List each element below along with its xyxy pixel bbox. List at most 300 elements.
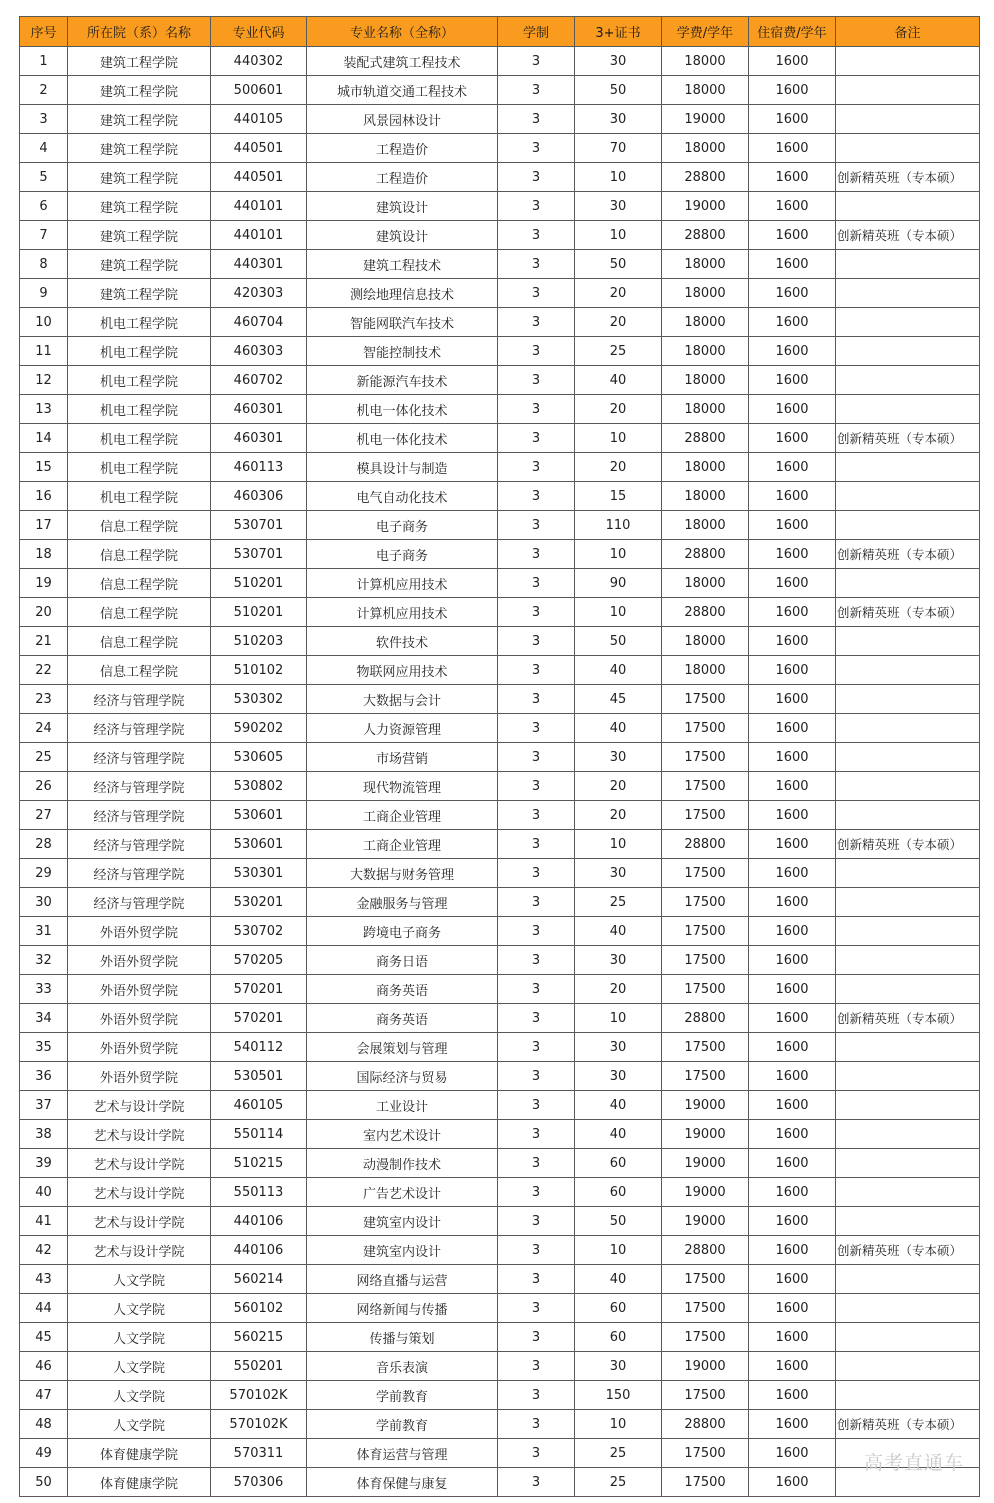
table-row [20,1410,980,1439]
cell-col-quota: 10 [575,830,662,859]
table-row [20,946,980,975]
cell-col-quota: 45 [575,685,662,714]
table-row [20,743,980,772]
cell-col-dorm-fee: 1600 [749,482,836,511]
cell-col-dorm-fee: 1600 [749,1236,836,1265]
cell-col-tuition: 17500 [662,975,749,1004]
cell-col-remarks [836,453,980,482]
cell-col-remarks [836,656,980,685]
cell-col-major-code: 420303 [211,279,307,308]
cell-col-duration: 3 [498,1265,575,1294]
cell-col-duration: 3 [498,685,575,714]
cell-col-index: 41 [20,1207,68,1236]
cell-col-index: 33 [20,975,68,1004]
cell-col-tuition: 28800 [662,830,749,859]
cell-col-department: 机电工程学院 [68,366,211,395]
cell-col-major-name: 市场营销 [307,743,498,772]
cell-col-quota: 30 [575,1352,662,1381]
cell-col-dorm-fee: 1600 [749,337,836,366]
table-row [20,1120,980,1149]
table-row [20,859,980,888]
cell-col-quota: 10 [575,1004,662,1033]
cell-col-remarks [836,859,980,888]
cell-col-index: 30 [20,888,68,917]
cell-col-dorm-fee: 1600 [749,1091,836,1120]
cell-col-tuition: 28800 [662,221,749,250]
cell-col-department: 机电工程学院 [68,337,211,366]
cell-col-duration: 3 [498,656,575,685]
table-row [20,569,980,598]
cell-col-major-name: 建筑设计 [307,192,498,221]
cell-col-major-name: 大数据与财务管理 [307,859,498,888]
cell-col-index: 12 [20,366,68,395]
cell-col-duration: 3 [498,134,575,163]
cell-col-major-code: 530302 [211,685,307,714]
cell-col-remarks [836,888,980,917]
cell-col-department: 建筑工程学院 [68,105,211,134]
cell-col-duration: 3 [498,743,575,772]
cell-col-major-code: 570311 [211,1439,307,1468]
cell-col-quota: 40 [575,714,662,743]
cell-col-remarks: 创新精英班（专本硕） [836,598,980,627]
cell-col-dorm-fee: 1600 [749,1352,836,1381]
cell-col-index: 1 [20,47,68,76]
cell-col-dorm-fee: 1600 [749,1381,836,1410]
cell-col-department: 艺术与设计学院 [68,1120,211,1149]
cell-col-index: 7 [20,221,68,250]
table-row [20,1468,980,1497]
cell-col-duration: 3 [498,1091,575,1120]
cell-col-index: 21 [20,627,68,656]
cell-col-tuition: 28800 [662,1004,749,1033]
cell-col-tuition: 18000 [662,366,749,395]
cell-col-duration: 3 [498,279,575,308]
cell-col-major-code: 510203 [211,627,307,656]
cell-col-dorm-fee: 1600 [749,163,836,192]
cell-col-dorm-fee: 1600 [749,830,836,859]
cell-col-duration: 3 [498,1033,575,1062]
cell-col-quota: 50 [575,76,662,105]
cell-col-tuition: 17500 [662,1265,749,1294]
cell-col-quota: 20 [575,772,662,801]
header-col-dorm-fee: 住宿费/学年 [749,17,836,47]
cell-col-major-code: 530702 [211,917,307,946]
cell-col-department: 人文学院 [68,1265,211,1294]
cell-col-index: 16 [20,482,68,511]
cell-col-duration: 3 [498,192,575,221]
cell-col-remarks [836,1062,980,1091]
cell-col-remarks [836,250,980,279]
cell-col-index: 44 [20,1294,68,1323]
cell-col-department: 艺术与设计学院 [68,1091,211,1120]
cell-col-remarks [836,1149,980,1178]
cell-col-major-name: 建筑室内设计 [307,1207,498,1236]
cell-col-department: 经济与管理学院 [68,743,211,772]
cell-col-index: 42 [20,1236,68,1265]
cell-col-index: 24 [20,714,68,743]
cell-col-duration: 3 [498,1178,575,1207]
cell-col-major-code: 560102 [211,1294,307,1323]
cell-col-department: 艺术与设计学院 [68,1178,211,1207]
cell-col-duration: 3 [498,1207,575,1236]
cell-col-remarks [836,1294,980,1323]
header-col-index: 序号 [20,17,68,47]
cell-col-major-name: 建筑室内设计 [307,1236,498,1265]
cell-col-quota: 30 [575,1033,662,1062]
cell-col-index: 25 [20,743,68,772]
majors-table [19,16,980,1497]
cell-col-quota: 20 [575,308,662,337]
cell-col-major-name: 体育保健与康复 [307,1468,498,1497]
cell-col-index: 47 [20,1381,68,1410]
cell-col-major-name: 机电一体化技术 [307,395,498,424]
cell-col-major-code: 530301 [211,859,307,888]
cell-col-index: 18 [20,540,68,569]
cell-col-department: 体育健康学院 [68,1468,211,1497]
table-row [20,1294,980,1323]
cell-col-remarks [836,1207,980,1236]
table-row [20,163,980,192]
table-row [20,1149,980,1178]
cell-col-duration: 3 [498,337,575,366]
cell-col-duration: 3 [498,366,575,395]
cell-col-duration: 3 [498,1468,575,1497]
cell-col-major-code: 550114 [211,1120,307,1149]
cell-col-duration: 3 [498,540,575,569]
cell-col-department: 体育健康学院 [68,1439,211,1468]
cell-col-quota: 25 [575,1468,662,1497]
cell-col-duration: 3 [498,627,575,656]
cell-col-duration: 3 [498,830,575,859]
cell-col-remarks [836,772,980,801]
cell-col-major-code: 570201 [211,1004,307,1033]
cell-col-quota: 40 [575,1265,662,1294]
table-row [20,975,980,1004]
cell-col-tuition: 18000 [662,627,749,656]
cell-col-duration: 3 [498,975,575,1004]
cell-col-major-code: 460105 [211,1091,307,1120]
table-row [20,453,980,482]
table-row [20,1265,980,1294]
cell-col-quota: 40 [575,1120,662,1149]
cell-col-major-name: 城市轨道交通工程技术 [307,76,498,105]
cell-col-index: 32 [20,946,68,975]
cell-col-duration: 3 [498,76,575,105]
cell-col-remarks: 创新精英班（专本硕） [836,1236,980,1265]
cell-col-dorm-fee: 1600 [749,221,836,250]
cell-col-department: 信息工程学院 [68,656,211,685]
cell-col-index: 31 [20,917,68,946]
cell-col-major-name: 工程造价 [307,163,498,192]
cell-col-duration: 3 [498,1062,575,1091]
cell-col-department: 建筑工程学院 [68,192,211,221]
cell-col-tuition: 18000 [662,569,749,598]
cell-col-major-name: 新能源汽车技术 [307,366,498,395]
table-header-row [20,17,980,47]
cell-col-tuition: 18000 [662,250,749,279]
cell-col-quota: 60 [575,1149,662,1178]
cell-col-duration: 3 [498,569,575,598]
cell-col-tuition: 19000 [662,1207,749,1236]
cell-col-tuition: 28800 [662,598,749,627]
cell-col-dorm-fee: 1600 [749,743,836,772]
cell-col-tuition: 18000 [662,656,749,685]
cell-col-index: 9 [20,279,68,308]
cell-col-duration: 3 [498,395,575,424]
cell-col-remarks [836,134,980,163]
cell-col-major-code: 530501 [211,1062,307,1091]
cell-col-remarks [836,76,980,105]
cell-col-quota: 30 [575,743,662,772]
cell-col-duration: 3 [498,163,575,192]
cell-col-major-name: 商务英语 [307,1004,498,1033]
header-col-major-name: 专业名称（全称） [307,17,498,47]
cell-col-major-name: 国际经济与贸易 [307,1062,498,1091]
cell-col-tuition: 17500 [662,772,749,801]
table-row [20,1033,980,1062]
cell-col-tuition: 17500 [662,1323,749,1352]
cell-col-tuition: 28800 [662,540,749,569]
cell-col-quota: 110 [575,511,662,540]
cell-col-remarks [836,569,980,598]
table-row [20,598,980,627]
cell-col-remarks [836,482,980,511]
cell-col-remarks [836,192,980,221]
table-row [20,1062,980,1091]
cell-col-duration: 3 [498,1352,575,1381]
cell-col-dorm-fee: 1600 [749,1178,836,1207]
cell-col-remarks [836,1381,980,1410]
cell-col-major-name: 装配式建筑工程技术 [307,47,498,76]
cell-col-quota: 40 [575,917,662,946]
cell-col-remarks [836,1265,980,1294]
cell-col-major-name: 建筑设计 [307,221,498,250]
cell-col-department: 经济与管理学院 [68,859,211,888]
cell-col-department: 机电工程学院 [68,308,211,337]
cell-col-remarks: 创新精英班（专本硕） [836,424,980,453]
watermark: 高考直通车 [863,1452,964,1474]
cell-col-dorm-fee: 1600 [749,1004,836,1033]
cell-col-major-code: 570201 [211,975,307,1004]
cell-col-remarks [836,714,980,743]
cell-col-major-name: 音乐表演 [307,1352,498,1381]
cell-col-department: 人文学院 [68,1352,211,1381]
cell-col-quota: 40 [575,366,662,395]
cell-col-index: 17 [20,511,68,540]
cell-col-dorm-fee: 1600 [749,975,836,1004]
cell-col-duration: 3 [498,511,575,540]
cell-col-major-code: 570102K [211,1381,307,1410]
cell-col-dorm-fee: 1600 [749,888,836,917]
table-row [20,308,980,337]
cell-col-tuition: 17500 [662,1062,749,1091]
cell-col-quota: 150 [575,1381,662,1410]
cell-col-major-name: 计算机应用技术 [307,598,498,627]
cell-col-major-name: 室内艺术设计 [307,1120,498,1149]
cell-col-dorm-fee: 1600 [749,366,836,395]
cell-col-department: 经济与管理学院 [68,888,211,917]
cell-col-tuition: 18000 [662,395,749,424]
cell-col-tuition: 18000 [662,308,749,337]
cell-col-major-code: 590202 [211,714,307,743]
cell-col-quota: 10 [575,424,662,453]
cell-col-index: 35 [20,1033,68,1062]
cell-col-remarks [836,946,980,975]
cell-col-department: 外语外贸学院 [68,975,211,1004]
cell-col-dorm-fee: 1600 [749,598,836,627]
cell-col-quota: 25 [575,888,662,917]
cell-col-duration: 3 [498,250,575,279]
cell-col-tuition: 18000 [662,76,749,105]
cell-col-department: 信息工程学院 [68,540,211,569]
cell-col-index: 5 [20,163,68,192]
cell-col-department: 建筑工程学院 [68,134,211,163]
cell-col-duration: 3 [498,859,575,888]
cell-col-duration: 3 [498,105,575,134]
cell-col-major-code: 570205 [211,946,307,975]
cell-col-duration: 3 [498,888,575,917]
cell-col-department: 人文学院 [68,1294,211,1323]
cell-col-tuition: 17500 [662,1033,749,1062]
cell-col-index: 26 [20,772,68,801]
cell-col-index: 14 [20,424,68,453]
cell-col-tuition: 28800 [662,424,749,453]
cell-col-dorm-fee: 1600 [749,1207,836,1236]
cell-col-major-name: 工商企业管理 [307,830,498,859]
cell-col-duration: 3 [498,946,575,975]
table-row [20,279,980,308]
cell-col-dorm-fee: 1600 [749,1468,836,1497]
cell-col-quota: 30 [575,192,662,221]
cell-col-major-code: 440101 [211,221,307,250]
cell-col-quota: 20 [575,801,662,830]
cell-col-quota: 40 [575,1091,662,1120]
cell-col-department: 信息工程学院 [68,511,211,540]
cell-col-major-code: 540112 [211,1033,307,1062]
cell-col-department: 经济与管理学院 [68,830,211,859]
cell-col-major-name: 工商企业管理 [307,801,498,830]
cell-col-major-code: 550113 [211,1178,307,1207]
cell-col-index: 10 [20,308,68,337]
cell-col-major-name: 人力资源管理 [307,714,498,743]
table-row [20,1352,980,1381]
cell-col-remarks: 创新精英班（专本硕） [836,1410,980,1439]
cell-col-duration: 3 [498,714,575,743]
cell-col-remarks [836,1323,980,1352]
cell-col-department: 外语外贸学院 [68,917,211,946]
cell-col-quota: 70 [575,134,662,163]
cell-col-quota: 25 [575,1439,662,1468]
cell-col-quota: 10 [575,540,662,569]
cell-col-duration: 3 [498,1381,575,1410]
header-col-tuition: 学费/学年 [662,17,749,47]
cell-col-index: 27 [20,801,68,830]
cell-col-remarks: 创新精英班（专本硕） [836,1004,980,1033]
cell-col-remarks [836,511,980,540]
cell-col-index: 40 [20,1178,68,1207]
cell-col-department: 外语外贸学院 [68,946,211,975]
cell-col-quota: 60 [575,1294,662,1323]
cell-col-tuition: 19000 [662,1352,749,1381]
cell-col-quota: 25 [575,337,662,366]
cell-col-index: 4 [20,134,68,163]
cell-col-index: 46 [20,1352,68,1381]
cell-col-major-code: 510201 [211,569,307,598]
cell-col-remarks [836,105,980,134]
cell-col-tuition: 28800 [662,1236,749,1265]
cell-col-dorm-fee: 1600 [749,424,836,453]
cell-col-remarks [836,1033,980,1062]
cell-col-quota: 90 [575,569,662,598]
cell-col-quota: 10 [575,598,662,627]
cell-col-major-code: 440301 [211,250,307,279]
cell-col-dorm-fee: 1600 [749,453,836,482]
header-col-department: 所在院（系）名称 [68,17,211,47]
cell-col-dorm-fee: 1600 [749,192,836,221]
table-row [20,1323,980,1352]
cell-col-tuition: 18000 [662,134,749,163]
cell-col-major-name: 学前教育 [307,1381,498,1410]
cell-col-tuition: 17500 [662,685,749,714]
table-row [20,1439,980,1468]
cell-col-major-name: 机电一体化技术 [307,424,498,453]
cell-col-department: 建筑工程学院 [68,221,211,250]
cell-col-major-code: 530802 [211,772,307,801]
table-row [20,917,980,946]
table-row [20,685,980,714]
header-col-major-code: 专业代码 [211,17,307,47]
table-row [20,192,980,221]
cell-col-major-code: 500601 [211,76,307,105]
cell-col-department: 艺术与设计学院 [68,1149,211,1178]
table-row [20,424,980,453]
cell-col-tuition: 19000 [662,1178,749,1207]
cell-col-major-name: 商务日语 [307,946,498,975]
cell-col-major-code: 560215 [211,1323,307,1352]
cell-col-quota: 60 [575,1323,662,1352]
cell-col-remarks [836,308,980,337]
cell-col-index: 43 [20,1265,68,1294]
cell-col-major-name: 学前教育 [307,1410,498,1439]
cell-col-quota: 30 [575,946,662,975]
cell-col-duration: 3 [498,1149,575,1178]
cell-col-index: 11 [20,337,68,366]
cell-col-tuition: 17500 [662,888,749,917]
cell-col-remarks [836,1178,980,1207]
cell-col-index: 19 [20,569,68,598]
table-row [20,1236,980,1265]
cell-col-quota: 10 [575,1236,662,1265]
cell-col-dorm-fee: 1600 [749,250,836,279]
cell-col-index: 3 [20,105,68,134]
cell-col-major-code: 510201 [211,598,307,627]
cell-col-major-code: 510102 [211,656,307,685]
header-col-duration: 学制 [498,17,575,47]
cell-col-tuition: 28800 [662,163,749,192]
cell-col-major-code: 440105 [211,105,307,134]
table-row [20,801,980,830]
cell-col-dorm-fee: 1600 [749,685,836,714]
cell-col-index: 39 [20,1149,68,1178]
cell-col-remarks [836,1352,980,1381]
cell-col-major-code: 440106 [211,1207,307,1236]
cell-col-duration: 3 [498,1120,575,1149]
cell-col-dorm-fee: 1600 [749,540,836,569]
cell-col-department: 人文学院 [68,1323,211,1352]
cell-col-major-name: 智能控制技术 [307,337,498,366]
cell-col-quota: 30 [575,47,662,76]
cell-col-major-name: 智能网联汽车技术 [307,308,498,337]
